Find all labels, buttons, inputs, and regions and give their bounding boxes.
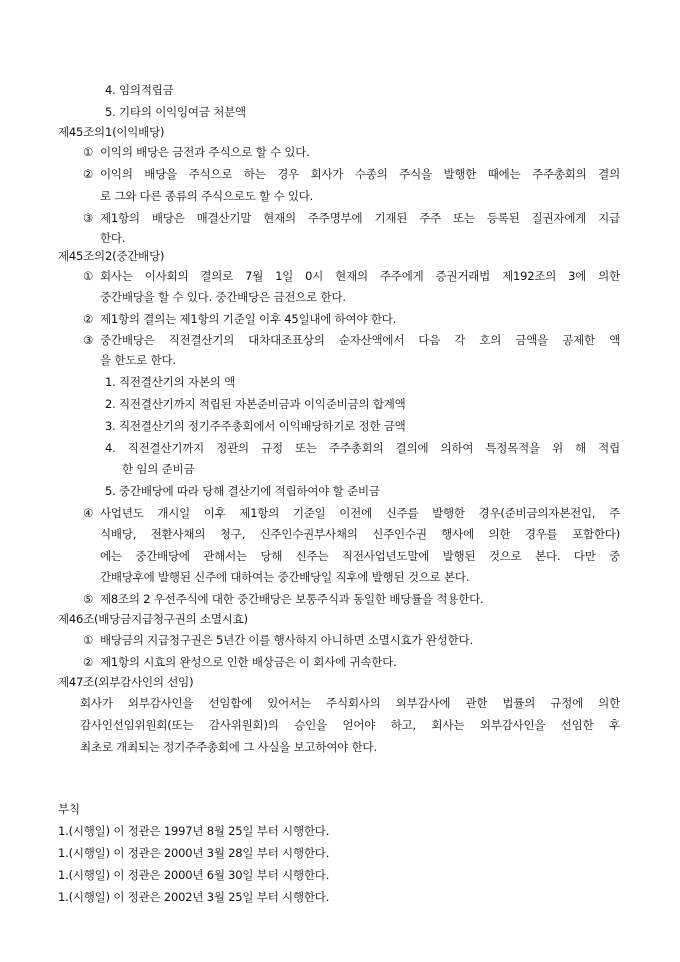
clause-text-continued: 중간배당을 할 수 있다. 중간배당은 금전으로 한다. [100, 290, 346, 304]
clause-number: ① [82, 145, 94, 159]
clause-number: ④ [82, 506, 94, 520]
clause-text: 회사는 이사회의 결의로 7월 1일 0시 현재의 주주에게 증권거래법 제192조의 3에 의한 [100, 269, 620, 283]
effective-date-line: 1.(시행일) 이 정관은 2002년 3월 25일 부터 시행한다. [58, 890, 330, 904]
clause-text-continued: 에는 중간배당에 관해서는 당해 신주는 직전사업년도말에 발행된 것으로 본다. 다만 중 [100, 549, 620, 563]
effective-date-line: 1.(시행일) 이 정관은 2000년 6월 30일 부터 시행한다. [58, 868, 330, 882]
clause-text-continued: 간배당후에 발행된 신주에 대하여는 중간배당일 직후에 발행된 것으로 본다. [100, 570, 470, 584]
clause-number: ② [82, 167, 94, 181]
clause-text-continued: 한다. [100, 231, 126, 245]
article-text: 최초로 개최되는 정기주주총회에 그 사실을 보고하여야 한다. [80, 740, 377, 754]
list-item-continued: 한 임의 준비금 [122, 462, 195, 476]
article-heading: 제45조의2(중간배당) [58, 249, 165, 263]
clause-number: ① [82, 633, 94, 647]
clause-text-continued: 식배당, 전환사채의 청구, 신주인수권부사채의 신주인수권 행사에 의한 경우를 포함한다) [100, 527, 620, 541]
list-item: 5. 중간배당에 따라 당해 결산기에 적립하여야 할 준비금 [105, 484, 380, 498]
clause-text: 사업년도 개시일 이후 제1항의 기준일 이전에 신주를 발행한 경우(준비금의자본전입, 주 [100, 506, 620, 520]
clause-text: 제1항의 배당은 매결산기말 현재의 주주명부에 기재된 주주 또는 등록된 질권자에게 지급 [100, 211, 620, 225]
effective-date-line: 1.(시행일) 이 정관은 2000년 3월 28일 부터 시행한다. [58, 846, 330, 860]
clause-text: 제1항의 결의는 제1항의 기준일 이후 45일내에 하여야 한다. [100, 312, 397, 326]
clause-text: 이익의 배당은 금전과 주식으로 할 수 있다. [100, 145, 310, 159]
clause-number: ⑤ [82, 592, 94, 606]
clause-text: 배당금의 지급청구권은 5년간 이를 행사하지 아니하면 소멸시효가 완성한다. [100, 633, 473, 647]
clause-text-continued: 로 그와 다른 종류의 주식으로도 할 수 있다. [100, 189, 314, 203]
list-item: 4. 직전결산기까지 정관의 규정 또는 주주총회의 결의에 의하여 특정목적을 위 해 적립 [105, 441, 620, 455]
list-item: 3. 직전결산기의 정기주주총회에서 이익배당하기로 정한 금액 [105, 419, 406, 433]
article-heading: 제46조(배당금지급청구권의 소멸시효) [58, 612, 248, 626]
clause-text: 제8조의 2 우선주식에 대한 중간배당은 보통주식과 동일한 배당률을 적용한다. [100, 592, 484, 606]
clause-number: ② [82, 312, 94, 326]
clause-text-continued: 을 한도로 한다. [100, 353, 176, 367]
article-heading: 제45조의1(이익배당) [58, 125, 165, 139]
list-item: 1. 직전결산기의 자본의 액 [105, 375, 236, 389]
supplementary-heading: 부칙 [58, 802, 80, 816]
clause-number: ③ [82, 333, 94, 347]
article-heading: 제47조(외부감사인의 선임) [58, 675, 194, 689]
clause-text: 이익의 배당을 주식으로 하는 경우 회사가 수종의 주식을 발행한 때에는 주주총회의 결의 [100, 167, 620, 181]
clause-text: 중간배당은 직전결산기의 대차대조표상의 순자산액에서 다음 각 호의 금액을 공제한 액 [100, 333, 620, 347]
list-item: 4. 임의적립금 [105, 83, 174, 97]
clause-number: ① [82, 269, 94, 283]
clause-number: ③ [82, 211, 94, 225]
clause-number: ② [82, 655, 94, 669]
list-item: 2. 직전결산기까지 적립된 자본준비금과 이익준비금의 합계액 [105, 397, 406, 411]
article-text: 감사인선임위원회(또는 감사위원회)의 승인을 얻어야 하고, 회사는 외부감사인을 선임한 후 [80, 718, 620, 732]
clause-text: 제1항의 시효의 완성으로 인한 배상금은 이 회사에 귀속한다. [100, 655, 397, 669]
list-item: 5. 기타의 이익잉여금 처분액 [105, 105, 246, 119]
article-text: 회사가 외부감사인을 선임함에 있어서는 주식회사의 외부감사에 관한 법률의 규정에 의한 [80, 696, 620, 710]
effective-date-line: 1.(시행일) 이 정관은 1997년 8월 25일 부터 시행한다. [58, 824, 330, 838]
